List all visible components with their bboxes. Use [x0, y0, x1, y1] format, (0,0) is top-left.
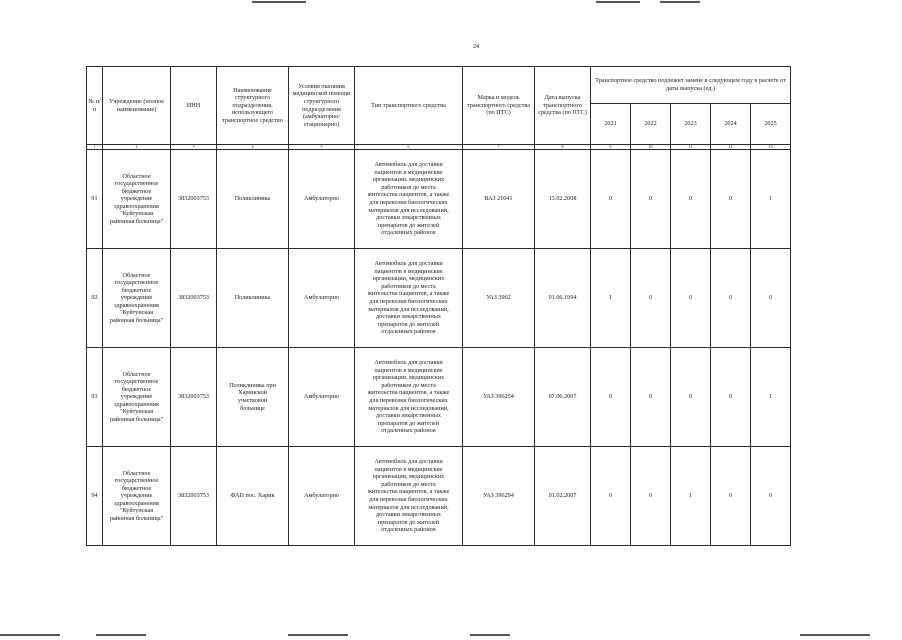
col-header-year-2023: 2023 — [671, 104, 711, 145]
col-header-year-2025: 2025 — [751, 104, 791, 145]
row-conditions: Амбулаторно — [289, 249, 355, 348]
row-conditions: Амбулаторно — [289, 348, 355, 447]
row-vehicle-type: Автомобиль для доставки пациентов в медицинские организации, медицинских работников до места жительства пациентов, а также для перевозки биологических материалов для исследований, доставки лекарственных препаратов до жителей отдаленных районов — [355, 249, 463, 348]
column-number: 2 — [103, 145, 171, 150]
row-subdivision: ФАП пос. Харик — [217, 447, 289, 546]
table-row — [87, 150, 791, 249]
row-year-2025: 1 — [751, 150, 791, 249]
col-header-model: Марка и модель транспортного средства (по ПТС) — [463, 67, 535, 145]
column-number: 6 — [355, 145, 463, 150]
row-institution: Областное государственное бюджетное учреждение здравоохранения "Куйтунская районная больница" — [103, 150, 171, 249]
row-vehicle-type: Автомобиль для доставки пациентов в медицинские организации, медицинских работников до места жительства пациентов, а также для перевозки биологических материалов для исследований, доставки лекарственных препаратов до жителей отдаленных районов — [355, 150, 463, 249]
row-conditions: Амбулаторно — [289, 150, 355, 249]
row-year-2022: 0 — [631, 348, 671, 447]
column-number: 7 — [463, 145, 535, 150]
col-header-num: № п/п — [87, 67, 103, 145]
column-number: 8 — [535, 145, 591, 150]
row-year-2023: 0 — [671, 249, 711, 348]
column-number: 9 — [591, 145, 631, 150]
row-model: УАЗ 3962 — [463, 249, 535, 348]
column-number: 12 — [711, 145, 751, 150]
row-year-2025: 0 — [751, 447, 791, 546]
row-subdivision: Поликлиника — [217, 150, 289, 249]
table-row — [87, 348, 791, 447]
row-num: 94 — [87, 447, 103, 546]
col-header-year-2021: 2021 — [591, 104, 631, 145]
row-num: 92 — [87, 249, 103, 348]
row-inn: 3832003753 — [171, 348, 217, 447]
row-year-2024: 0 — [711, 249, 751, 348]
row-num: 91 — [87, 150, 103, 249]
row-conditions: Амбулаторно — [289, 447, 355, 546]
row-year-2021: 0 — [591, 150, 631, 249]
row-release-date: 01.06.1994 — [535, 249, 591, 348]
col-header-replacement-group: Транспортное средство подлежит замене в следующем году в расчете от даты выпуска (ед.) — [591, 67, 791, 104]
row-year-2022: 0 — [631, 150, 671, 249]
row-year-2023: 0 — [671, 150, 711, 249]
row-release-date: 01.02.2007 — [535, 447, 591, 546]
row-year-2025: 1 — [751, 348, 791, 447]
scan-artifact-bottom — [0, 632, 902, 640]
row-institution: Областное государственное бюджетное учреждение здравоохранения "Куйтунская районная больница" — [103, 447, 171, 546]
row-release-date: 07.06.2007 — [535, 348, 591, 447]
row-num: 93 — [87, 348, 103, 447]
page-number: 24 — [473, 44, 479, 50]
header-row — [87, 67, 791, 104]
column-number: 13 — [751, 145, 791, 150]
row-year-2024: 0 — [711, 150, 751, 249]
col-header-release-date: Дата выпуска транспортного средства (по ПТС) — [535, 67, 591, 145]
row-year-2021: 0 — [591, 348, 631, 447]
row-institution: Областное государственное бюджетное учреждение здравоохранения "Куйтунская районная больница" — [103, 249, 171, 348]
row-subdivision: Поликлиника — [217, 249, 289, 348]
row-year-2024: 0 — [711, 348, 751, 447]
row-vehicle-type: Автомобиль для доставки пациентов в медицинские организации, медицинских работников до места жительства пациентов, а также для перевозки биологических материалов для исследований, доставки лекарственных препаратов до жителей отдаленных районов — [355, 447, 463, 546]
col-header-subdivision: Наименование структурного подразделения, использующего транспортное средство — [217, 67, 289, 145]
table-row — [87, 447, 791, 546]
column-number: 1 — [87, 145, 103, 150]
row-year-2025: 0 — [751, 249, 791, 348]
col-header-inn: ИНН — [171, 67, 217, 145]
row-year-2023: 0 — [671, 348, 711, 447]
col-header-conditions: Условия оказания медицинской помощи структурного подразделения (амбулаторно/ стационарно) — [289, 67, 355, 145]
column-number: 5 — [289, 145, 355, 150]
row-inn: 3832003753 — [171, 249, 217, 348]
column-number: 4 — [217, 145, 289, 150]
row-inn: 3832003753 — [171, 150, 217, 249]
row-year-2021: 0 — [591, 447, 631, 546]
col-header-year-2024: 2024 — [711, 104, 751, 145]
scan-artifact-top — [0, 0, 902, 4]
row-inn: 3832003753 — [171, 447, 217, 546]
row-year-2022: 0 — [631, 447, 671, 546]
row-model: УАЗ 396294 — [463, 447, 535, 546]
col-header-vehicle-type: Тип транспортного средства — [355, 67, 463, 145]
row-institution: Областное государственное бюджетное учреждение здравоохранения "Куйтунская районная больница" — [103, 348, 171, 447]
col-header-year-2022: 2022 — [631, 104, 671, 145]
row-release-date: 13.02.2008 — [535, 150, 591, 249]
row-year-2021: 1 — [591, 249, 631, 348]
table-row — [87, 249, 791, 348]
row-subdivision: Поликлиника при Харинской участковой больнице — [217, 348, 289, 447]
col-header-institution: Учреждение (полное наименование) — [103, 67, 171, 145]
column-number: 11 — [671, 145, 711, 150]
row-year-2023: 1 — [671, 447, 711, 546]
row-model: УАЗ 396254 — [463, 348, 535, 447]
row-year-2022: 0 — [631, 249, 671, 348]
row-year-2024: 0 — [711, 447, 751, 546]
column-number: 3 — [171, 145, 217, 150]
vehicle-table — [86, 66, 791, 546]
row-vehicle-type: Автомобиль для доставки пациентов в медицинские организации, медицинских работников до места жительства пациентов, а также для перевозки биологических материалов для исследований, доставки лекарственных препаратов до жителей отдаленных районов — [355, 348, 463, 447]
column-number: 10 — [631, 145, 671, 150]
row-model: ВАЗ 21041 — [463, 150, 535, 249]
